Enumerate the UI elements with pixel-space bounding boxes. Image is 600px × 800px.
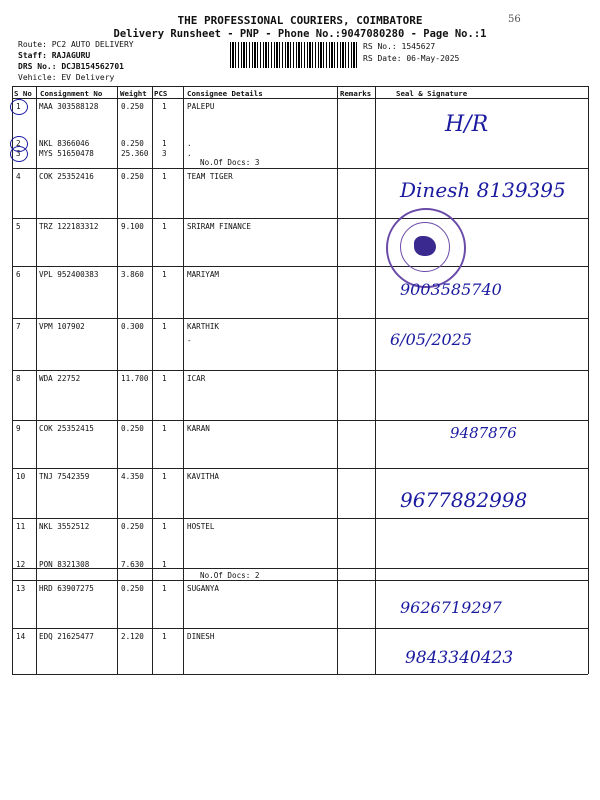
handwritten-signature: 9677882998 <box>400 488 528 512</box>
table-rule <box>12 168 588 169</box>
col-consignee: Consignee Details <box>187 89 263 98</box>
row-sno: 14 <box>16 632 26 641</box>
table-rule <box>12 266 588 267</box>
vehicle-label: Vehicle: EV Delivery <box>18 73 115 82</box>
row-consignee: TEAM TIGER <box>187 172 233 181</box>
row-sno: 1 <box>16 102 21 111</box>
row-pcs: 3 <box>162 149 167 158</box>
row-consignment-no: WDA 22752 <box>39 374 81 383</box>
row-weight: 9.100 <box>121 222 144 231</box>
row-sno: 12 <box>16 560 26 569</box>
row-weight: 0.250 <box>121 522 144 531</box>
table-rule <box>12 468 588 469</box>
table-column-rule <box>375 86 376 674</box>
table-column-rule <box>183 86 184 674</box>
row-sno: 5 <box>16 222 21 231</box>
circled-number-mark <box>10 99 28 115</box>
row-weight: 0.250 <box>121 424 144 433</box>
row-consignment-no: MAA 303588128 <box>39 102 99 111</box>
route-label: Route: PC2 AUTO DELIVERY <box>18 40 134 49</box>
row-consignment-no: TNJ 7542359 <box>39 472 90 481</box>
row-sno: 11 <box>16 522 26 531</box>
handwritten-signature: 9626719297 <box>400 598 502 617</box>
table-column-rule <box>152 86 153 674</box>
row-weight: 0.250 <box>121 102 144 111</box>
barcode <box>230 42 358 68</box>
handwritten-signature: H/R <box>445 112 489 137</box>
row-pcs: 1 <box>162 632 167 641</box>
row-pcs: 1 <box>162 102 167 111</box>
row-weight: 0.250 <box>121 139 144 148</box>
rs-date: RS Date: 06-May-2025 <box>363 54 460 63</box>
col-weight: Weight <box>120 89 147 98</box>
row-consignment-no: COK 25352415 <box>39 424 94 433</box>
row-note: No.Of Docs: 3 <box>200 158 260 167</box>
row-consignment-no: NKL 3552512 <box>39 522 90 531</box>
row-consignee: SUGANYA <box>187 584 220 593</box>
row-pcs: 1 <box>162 322 167 331</box>
row-sno: 3 <box>16 149 21 158</box>
row-consignment-no: VPL 952400383 <box>39 270 99 279</box>
page-mark: 56 <box>508 14 521 25</box>
row-consignee: SRIRAM FINANCE <box>187 222 252 231</box>
handwritten-signature: Dinesh 8139395 <box>400 178 566 202</box>
row-weight: 0.250 <box>121 172 144 181</box>
row-pcs: 1 <box>162 172 167 181</box>
row-note: No.Of Docs: 2 <box>200 571 260 580</box>
runsheet-subtitle: Delivery Runsheet - PNP - Phone No.:9047080280 - Page No.:1 <box>113 28 487 40</box>
table-column-rule <box>117 86 118 674</box>
row-consignee: MARIYAM <box>187 270 220 279</box>
col-sno: S No <box>14 89 32 98</box>
row-consignment-no: HRD 63907275 <box>39 584 94 593</box>
row-consignment-no: PON 8321308 <box>39 560 90 569</box>
row-consignment-no: VPM 107902 <box>39 322 85 331</box>
row-pcs: 1 <box>162 374 167 383</box>
table-column-rule <box>588 86 589 674</box>
row-consignee: KAVITHA <box>187 472 220 481</box>
row-sno: 8 <box>16 374 21 383</box>
row-consignee: . <box>187 149 192 158</box>
row-sno: 2 <box>16 139 21 148</box>
row-consignee: KARAN <box>187 424 210 433</box>
table-column-rule <box>36 86 37 674</box>
row-weight: 25.360 <box>121 149 149 158</box>
table-rule <box>12 580 588 581</box>
handwritten-signature: 9843340423 <box>405 648 514 668</box>
handwritten-signature: 6/05/2025 <box>390 330 473 349</box>
staff-label: Staff: RAJAGURU <box>18 51 91 60</box>
row-weight: 11.700 <box>121 374 149 383</box>
row-sno: 4 <box>16 172 21 181</box>
table-rule <box>12 318 588 319</box>
row-weight: 7.630 <box>121 560 144 569</box>
row-weight: 2.120 <box>121 632 144 641</box>
handwritten-signature: 9487876 <box>450 424 517 442</box>
table-rule <box>12 98 588 99</box>
col-consignment: Consignment No <box>40 89 103 98</box>
row-sno: 13 <box>16 584 26 593</box>
row-pcs: 1 <box>162 424 167 433</box>
table-column-rule <box>12 86 13 674</box>
rs-no: RS No.: 1545627 <box>363 42 436 51</box>
col-remarks: Remarks <box>340 89 372 98</box>
row-weight: 4.350 <box>121 472 144 481</box>
row-consignee: . <box>187 139 192 148</box>
row-weight: 0.250 <box>121 584 144 593</box>
col-pcs: PCS <box>154 89 168 98</box>
row-pcs: 1 <box>162 270 167 279</box>
row-pcs: 1 <box>162 472 167 481</box>
row-sno: 9 <box>16 424 21 433</box>
table-rule <box>12 674 588 675</box>
row-weight: 0.300 <box>121 322 144 331</box>
row-consignee: DINESH <box>187 632 215 641</box>
table-rule <box>12 86 588 87</box>
row-pcs: 1 <box>162 584 167 593</box>
table-rule <box>12 518 588 519</box>
circled-number-mark <box>10 146 28 162</box>
row-note: - <box>187 336 192 345</box>
table-rule <box>12 628 588 629</box>
row-consignee: KARTHIK <box>187 322 220 331</box>
seal-stamp <box>386 208 466 288</box>
row-consignment-no: EDQ 21625477 <box>39 632 94 641</box>
table-rule <box>12 218 588 219</box>
row-sno: 7 <box>16 322 21 331</box>
row-pcs: 1 <box>162 560 167 569</box>
table-rule <box>12 370 588 371</box>
table-rule <box>12 568 588 569</box>
row-consignee: PALEPU <box>187 102 215 111</box>
col-seal-signature: Seal & Signature <box>396 89 468 98</box>
row-sno: 10 <box>16 472 26 481</box>
row-pcs: 1 <box>162 139 167 148</box>
row-consignee: HOSTEL <box>187 522 215 531</box>
table-rule <box>12 420 588 421</box>
handwritten-signature: 9003585740 <box>400 280 502 299</box>
drs-label: DRS No.: DCJB154562701 <box>18 62 124 71</box>
row-consignment-no: TRZ 122183312 <box>39 222 99 231</box>
row-pcs: 1 <box>162 222 167 231</box>
row-consignment-no: NKL 8366046 <box>39 139 90 148</box>
row-consignment-no: MYS 51650478 <box>39 149 94 158</box>
row-sno: 6 <box>16 270 21 279</box>
table-column-rule <box>337 86 338 674</box>
row-weight: 3.860 <box>121 270 144 279</box>
row-consignee: ICAR <box>187 374 206 383</box>
row-pcs: 1 <box>162 522 167 531</box>
row-consignment-no: COK 25352416 <box>39 172 94 181</box>
company-title: THE PROFESSIONAL COURIERS, COIMBATORE <box>177 14 423 27</box>
